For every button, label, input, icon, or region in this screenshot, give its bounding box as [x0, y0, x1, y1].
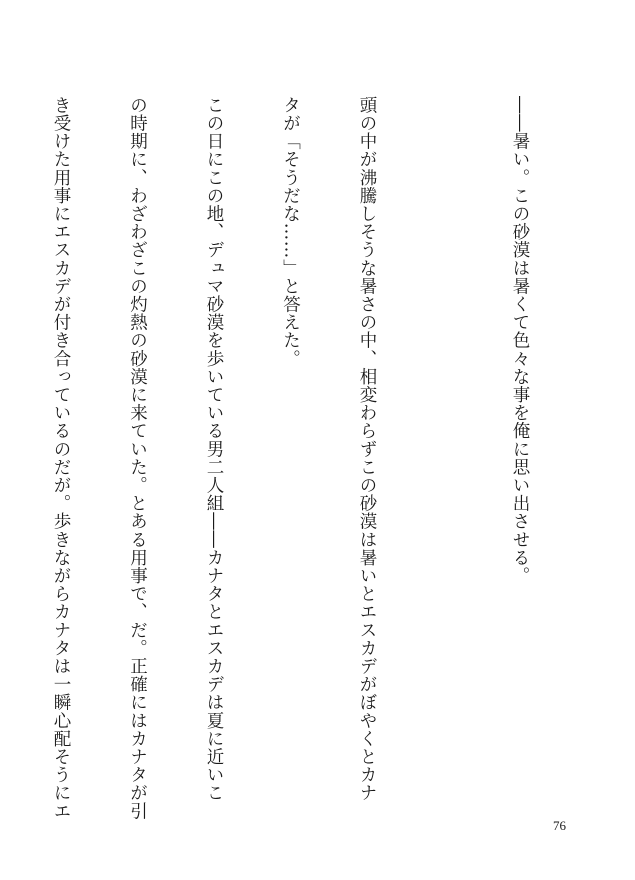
- text-line: タが「そうだな……」と答えた。: [280, 96, 301, 368]
- text-line: ――暑い。この砂漠は暑くて色々な事を俺に思い出させる。: [510, 96, 530, 585]
- vertical-text-block: [0, 96, 583, 820]
- text-line: き受けた用事にエスカデが付き合っているのだが。歩きながらカナタは一瞬心配そうにエ: [51, 96, 71, 820]
- page-number: 76: [553, 818, 566, 833]
- text-line: 頭の中が沸騰しそうな暑さの中、相変わらずこの砂漠は暑いとエスカデがぼやくとカナ: [357, 96, 377, 802]
- text-line: この日にこの地、デュマ砂漠を歩いている男二人組――カナタとエスカデは夏に近いこ: [204, 96, 224, 802]
- text-line: の時期に、わざわざこの灼熱の砂漠に来ていた。とある用事で、だ。正確にはカナタが引: [127, 96, 148, 820]
- text-line: [430, 96, 456, 786]
